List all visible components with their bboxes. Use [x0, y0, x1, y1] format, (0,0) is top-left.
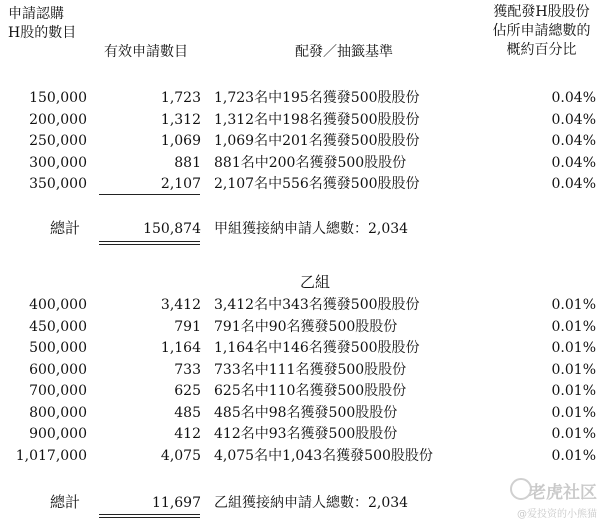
group-a-total-value: 150,874	[143, 221, 201, 237]
percentage-cell: 0.04%	[551, 133, 596, 149]
shares-cell: 450,000	[29, 318, 87, 335]
header-col-percentage-line1: 獲配發H股股份	[493, 4, 590, 20]
table-row	[0, 88, 607, 108]
header-col-applications	[104, 43, 188, 62]
shares-cell: 250,000	[29, 133, 87, 149]
applications-cell: 412	[174, 426, 201, 442]
table-row	[0, 295, 607, 315]
table-row	[0, 360, 607, 380]
shares-cell: 150,000	[29, 90, 87, 106]
shares-cell: 900,000	[29, 426, 87, 442]
percentage-cell: 0.01%	[551, 426, 596, 442]
table-row	[0, 381, 607, 401]
table-row	[0, 174, 607, 194]
basis-cell: 1,069名中201名獲發500股股份	[214, 133, 420, 149]
applications-cell: 625	[174, 383, 201, 399]
applications-cell: 791	[174, 318, 201, 335]
percentage-cell: 0.01%	[551, 361, 596, 378]
applications-cell: 2,107	[160, 176, 201, 192]
shares-cell: 200,000	[29, 111, 87, 128]
shares-cell: 700,000	[29, 383, 87, 399]
table-row	[0, 424, 607, 444]
header-col-shares-line2: H股的數目	[8, 25, 77, 41]
applications-cell: 733	[174, 361, 201, 378]
group-b-accepted-applicants: 乙組獲接納申請人總數：2,034	[214, 495, 409, 511]
group-b-total-label: 總計	[50, 493, 81, 511]
applications-cell: 1,312	[160, 111, 201, 128]
shares-cell: 500,000	[29, 340, 87, 356]
basis-cell: 412名中93名獲發500股股份	[214, 426, 398, 442]
header-col-basis	[295, 43, 393, 62]
table-row	[0, 446, 607, 466]
applications-cell: 3,412	[160, 297, 201, 313]
table-row	[0, 131, 607, 151]
applications-cell: 485	[174, 404, 201, 421]
group-a-total-rule-2	[99, 244, 200, 245]
table-row	[0, 153, 607, 173]
header-col-applications-line1: 有效申請數目	[104, 44, 188, 60]
percentage-cell: 0.04%	[551, 154, 596, 171]
percentage-cell: 0.01%	[551, 383, 596, 399]
basis-cell: 3,412名中343名獲發500股股份	[214, 297, 420, 313]
watermark-brand: 老虎社区	[529, 483, 597, 503]
group-a-accepted-applicants: 甲組獲接納申請人總數：2,034	[214, 221, 409, 237]
basis-cell: 1,723名中195名獲發500股股份	[214, 90, 420, 106]
percentage-cell: 0.01%	[551, 340, 596, 356]
basis-cell: 485名中98名獲發500股股份	[214, 404, 398, 421]
shares-cell: 600,000	[29, 361, 87, 378]
header-col-percentage-line2: 佔所申請總數的	[492, 23, 591, 39]
basis-cell: 1,164名中146名獲發500股股份	[214, 340, 420, 356]
header-col-percentage-line3: 概約百分比	[506, 42, 577, 58]
applications-cell: 1,723	[160, 90, 201, 106]
table-row	[0, 110, 607, 130]
shares-cell: 400,000	[29, 297, 87, 313]
group-b-title: 乙組	[300, 273, 331, 291]
shares-cell: 300,000	[29, 154, 87, 171]
table-row	[0, 403, 607, 423]
basis-cell: 1,312名中198名獲發500股股份	[214, 111, 420, 128]
basis-cell: 2,107名中556名獲發500股股份	[214, 176, 420, 192]
percentage-cell: 0.04%	[551, 90, 596, 106]
basis-cell: 791名中90名獲發500股股份	[214, 318, 398, 335]
percentage-cell: 0.04%	[551, 176, 596, 192]
shares-cell: 350,000	[29, 176, 87, 192]
table-row	[0, 317, 607, 337]
shares-cell: 800,000	[29, 404, 87, 421]
applications-cell: 881	[174, 154, 201, 171]
percentage-cell: 0.01%	[551, 404, 596, 421]
table-row	[0, 338, 607, 358]
percentage-cell: 0.01%	[551, 297, 596, 313]
group-a-total-rule-1	[99, 241, 200, 242]
applications-cell: 1,069	[160, 133, 201, 149]
group-b-total-rule-2	[99, 517, 200, 518]
basis-cell: 625名中110名獲發500股股份	[214, 383, 407, 399]
watermark-handle: @爱投资的小熊猫	[517, 509, 597, 520]
header-col-basis-line1: 配發／抽籤基準	[295, 44, 393, 60]
percentage-cell: 0.04%	[551, 111, 596, 128]
basis-cell: 4,075名中1,043名獲發500股股份	[214, 447, 433, 464]
percentage-cell: 0.01%	[551, 318, 596, 335]
basis-cell: 881名中200名獲發500股股份	[214, 154, 407, 171]
group-b-total-rule-1	[99, 514, 200, 515]
group-a-total-label: 總計	[50, 219, 81, 237]
percentage-cell: 0.01%	[551, 447, 596, 464]
group-b-total-value: 11,697	[152, 495, 201, 511]
applications-cell: 1,164	[160, 340, 201, 356]
shares-cell: 1,017,000	[15, 447, 87, 464]
header-col-shares	[8, 5, 88, 43]
group-a-subtotal-rule	[99, 194, 200, 195]
header-col-percentage	[484, 3, 599, 60]
basis-cell: 733名中111名獲發500股股份	[214, 361, 407, 378]
applications-cell: 4,075	[160, 447, 201, 464]
header-col-shares-line1: 申請認購	[8, 6, 64, 22]
